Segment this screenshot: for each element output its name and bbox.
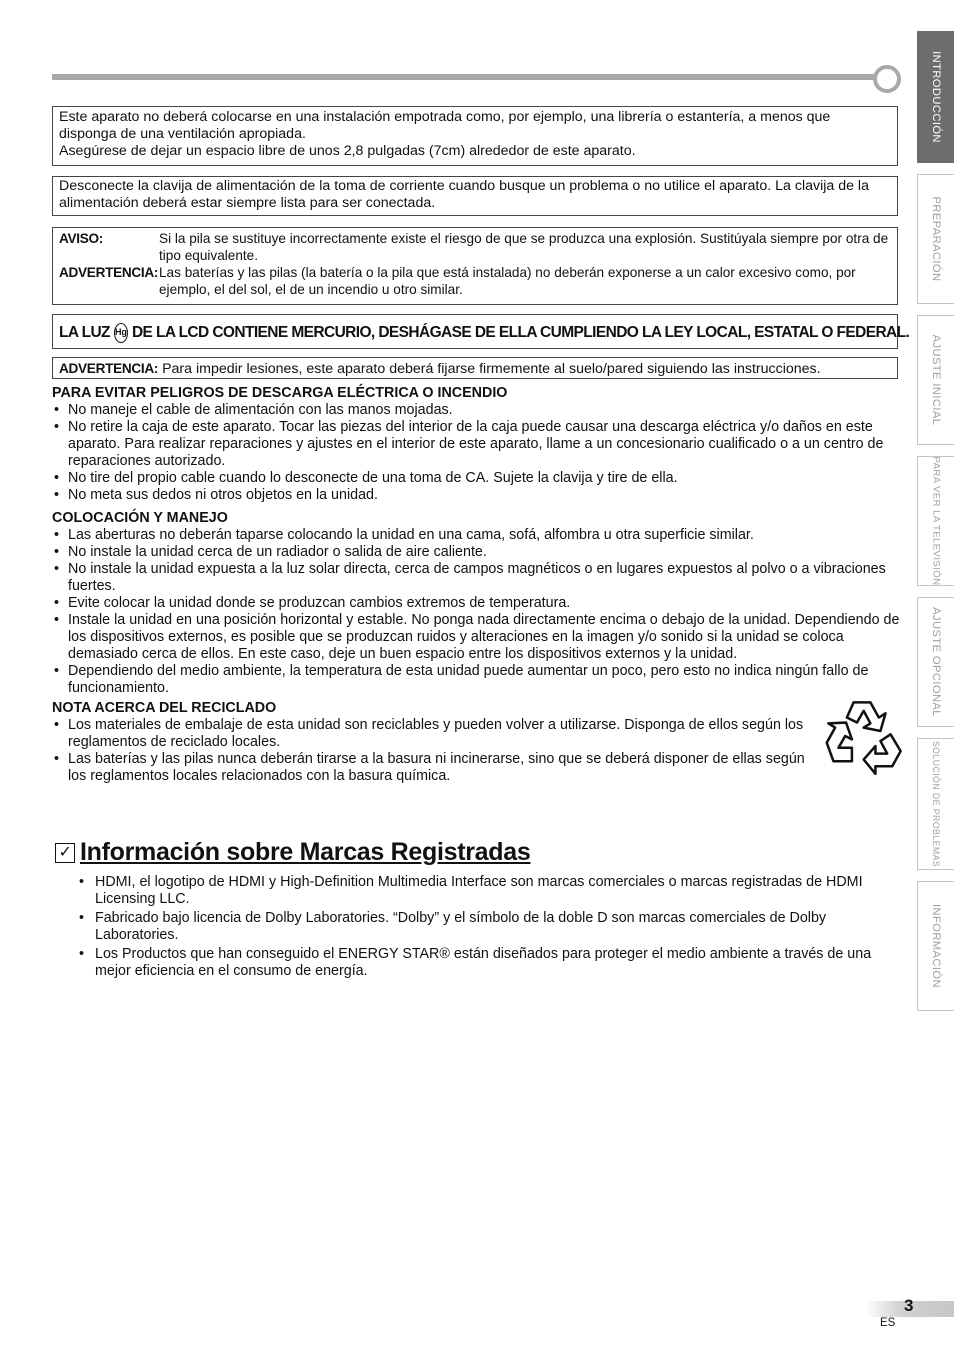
ventilation-text: Este aparato no deberá colocarse en una instalación empotrada como, por ejemplo, una librería o estantería, a menos que disponga de una ventilación apropiada. (59, 109, 831, 142)
list-item: • Evite colocar la unidad donde se produzcan cambios extremos de temperatura. (52, 595, 902, 612)
list-item: • No maneje el cable de alimentación con las manos mojadas. (52, 402, 902, 419)
trademark-list (78, 874, 898, 982)
tab-introduccion[interactable] (917, 31, 954, 163)
checkmark-icon: ✓ (55, 843, 75, 863)
section-title: COLOCACIÓN Y MANEJO (52, 510, 228, 526)
tab-label: INTRODUCCIÓN (930, 51, 942, 143)
mounting-warning-text: Para impedir lesiones, este aparato deberá fijarse firmemente al suelo/pared siguiendo las instrucciones. (162, 361, 821, 377)
tab-ajuste-opcional[interactable] (917, 597, 954, 727)
mounting-warning (52, 357, 898, 379)
section-title: NOTA ACERCA DEL RECICLADO (52, 700, 277, 716)
tab-label: AJUSTE OPCIONAL (930, 607, 942, 717)
list-item: • Instale la unidad en una posición horizontal y estable. No ponga nada directamente encima o debajo de la unidad. Dependiendo de los dispositivos externos, es posible que se produzcan ruidos y alteraciones en la imagen y/o sonido si la unidad se coloca demasiado cerca de ellos. En este caso, deje un buen espacio entre los dispositivos externos y la unidad. (52, 612, 902, 663)
section-title: PARA EVITAR PELIGROS DE DESCARGA ELÉCTRICA O INCENDIO (52, 385, 508, 401)
advertencia-text: Las baterías y las pilas (la batería o la pila que está instalada) no deberán exponerse a un calor excesivo como, por ejemplo, el del sol, el de un incendio u otro similar. (159, 265, 856, 297)
tab-label: PARA VER LA TELEVISIÓN (930, 456, 942, 586)
battery-warning-box (52, 227, 898, 305)
list-item: • Dependiendo del medio ambiente, la temperatura de esta unidad puede aumentar un poco, pero esto no indica ningún fallo de funcionamiento. (52, 663, 902, 697)
list-item: • No tire del propio cable cuando lo desconecte de una toma de CA. Sujete la clavija y tire de ella. (52, 470, 902, 487)
mercury-prefix: LA LUZ (59, 324, 110, 341)
header-rule (52, 74, 878, 80)
clearance-text: Asegúrese de dejar un espacio libre de unos 2,8 pulgadas (7cm) alrededor de este aparato. (59, 143, 636, 159)
tab-label: AJUSTE INICIAL (930, 334, 942, 426)
tab-preparacion[interactable] (917, 174, 954, 304)
tab-ajuste-inicial[interactable] (917, 315, 954, 445)
header-rule-circle (873, 65, 901, 93)
list-item: • Las baterías y las pilas nunca deberán tirarse a la basura ni incinerarse, sino que se deberá disponer de ellas según los reglamentos locales relacionados con la basura química. (52, 751, 818, 785)
hg-symbol-icon: Hg (114, 323, 128, 343)
list-item: • Los materiales de embalaje de esta unidad son reciclables y pueden volver a utilizarse. Disponga de ellos según los reglamentos de reciclado locales. (52, 717, 818, 751)
recycle-icon (820, 697, 904, 775)
tab-solucion-de-problemas[interactable] (917, 738, 954, 870)
list-item: • Las aberturas no deberán taparse colocando la unidad en una cama, sofá, alfombra u otra superficie similar. (52, 527, 902, 544)
trademark-heading (55, 838, 530, 867)
list-item: • Los Productos que han conseguido el ENERGY STAR® están diseñados para proteger el medio ambiente a través de una mejor eficiencia en el consumo de energía. (78, 946, 898, 980)
electric-shock-section (52, 385, 902, 504)
tab-para-ver-la-television[interactable] (917, 456, 954, 586)
tab-informacion[interactable] (917, 881, 954, 1011)
mercury-suffix: DE LA LCD CONTIENE MERCURIO, DESHÁGASE DE ELLA CUMPLIENDO LA LEY LOCAL, ESTATAL O FEDERAL. (131, 324, 910, 341)
aviso-text: Si la pila se sustituye incorrectamente existe el riesgo de que se produzca una explosión. Sustitúyala siempre por otra de tipo equivalente. (159, 231, 889, 263)
disconnect-notice (52, 176, 898, 216)
mounting-warning-label: ADVERTENCIA: (59, 361, 159, 376)
list-item: • No meta sus dedos ni otros objetos en la unidad. (52, 487, 902, 504)
aviso-label: AVISO: (59, 231, 104, 246)
mercury-line (59, 315, 910, 350)
tab-label: INFORMACIÓN (930, 904, 942, 988)
advertencia-label: ADVERTENCIA: (59, 265, 159, 280)
aviso-row (59, 230, 891, 264)
list-item: • No instale la unidad expuesta a la luz solar directa, cerca de campos magnéticos o en lugares expuestos al polvo o a vibraciones fuertes. (52, 561, 902, 595)
tab-label: SOLUCIÓN DE PROBLEMAS (931, 740, 941, 868)
tab-label: PREPARACIÓN (930, 196, 942, 282)
recycling-section (52, 700, 818, 785)
ventilation-notice (52, 106, 898, 166)
language-code: ES (880, 1317, 896, 1329)
disconnect-text: Desconecte la clavija de alimentación de la toma de corriente cuando busque un problema o no utilice el aparato. La clavija de la alimentación deberá estar siempre lista para ser conectada. (59, 178, 869, 211)
mercury-notice (52, 314, 910, 349)
list-item: • Fabricado bajo licencia de Dolby Laboratories. “Dolby” y el símbolo de la doble D son marcas comerciales de Dolby Laboratories. (78, 910, 898, 944)
page-number: 3 (904, 1296, 914, 1315)
placement-section (52, 510, 902, 697)
list-item: • No instale la unidad cerca de un radiador o salida de aire caliente. (52, 544, 902, 561)
list-item: • HDMI, el logotipo de HDMI y High-Definition Multimedia Interface son marcas comerciales o marcas registradas de HDMI Licensing LLC. (78, 874, 898, 908)
list-item: • No retire la caja de este aparato. Tocar las piezas del interior de la caja puede causar una descarga eléctrica y/o daños en este aparato. Para realizar reparaciones y ajustes en el interior de este aparato, llame a un concesionario cualificado o a un centro de reparaciones autorizado. (52, 419, 902, 470)
advertencia-row (59, 264, 891, 298)
trademark-title: Información sobre Marcas Registradas (80, 838, 531, 866)
